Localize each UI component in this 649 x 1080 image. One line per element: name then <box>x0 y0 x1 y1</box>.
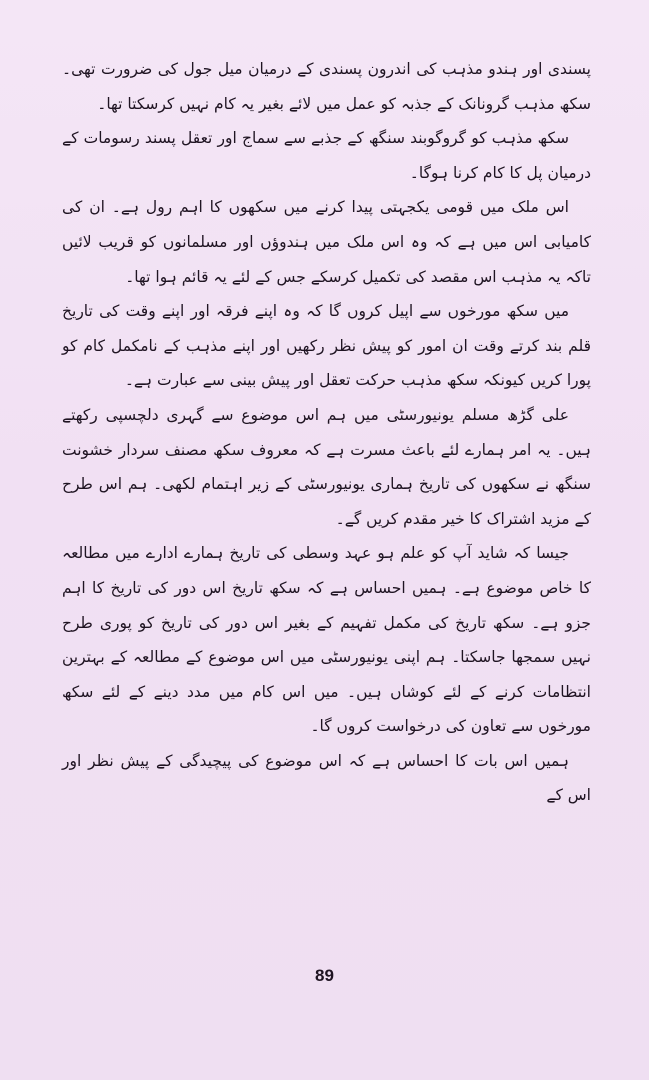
page-number: 89 <box>315 966 334 985</box>
paragraph: اس ملک میں قومی یکجہتی پیدا کرنے میں سکھوں کا اہم رول ہے۔ ان کی کامیابی اس میں ہے کہ وہ اس ملک میں ہندوؤں اور مسلمانوں کو قریب لائیں تاکہ یہ مذہب اس مقصد کی تکمیل کرسکے جس کے لئے یہ قائم ہوا تھا۔ <box>62 198 591 286</box>
paragraph: ہمیں اس بات کا احساس ہے کہ اس موضوع کی پیچیدگی کے پیش نظر اور اس کے <box>62 751 591 805</box>
paragraph: سکھ مذہب کو گروگوبند سنگھ کے جذبے سے سماج اور تعقل پسند رسومات کے درمیان پل کا کام کرنا ہوگا۔ <box>62 129 591 182</box>
paragraph: پسندی اور ہندو مذہب کی اندرون پسندی کے درمیان میل جول کی ضرورت تھی۔ سکھ مذہب گرونانک کے جذبہ کو عمل میں لائے بغیر یہ کام نہیں کرسکتا تھا۔ <box>62 60 591 113</box>
body-text <box>62 52 591 813</box>
paragraph: میں سکھ مورخوں سے اپیل کروں گا کہ وہ اپنے فرقہ اور اپنے وقت کی تاریخ قلم بند کرتے وقت ان امور کو پیش نظر رکھیں اور اپنے مذہب کے نامکمل کام کو پورا کریں کیونکہ سکھ مذہب حرکت تعقل اور پیش بینی سے عبارت ہے۔ <box>62 302 591 390</box>
paragraph: علی گڑھ مسلم یونیورسٹی میں ہم اس موضوع سے گہری دلچسپی رکھتے ہیں۔ یہ امر ہمارے لئے باعث مسرت ہے کہ معروف سکھ مصنف سردار خشونت سنگھ نے سکھوں کی تاریخ ہماری یونیورسٹی کے زیر اہتمام لکھی۔ ہم اس طرح کے مزید اشتراک کا خیر مقدم کریں گے۔ <box>62 405 591 528</box>
paragraph: جیسا کہ شاید آپ کو علم ہو عہد وسطی کی تاریخ ہمارے ادارے میں مطالعہ کا خاص موضوع ہے۔ ہمیں احساس ہے کہ سکھ تاریخ اس دور کی تاریخ کا اہم جزو ہے۔ سکھ تاریخ کی مکمل تفہیم کے بغیر اس دور کی تاریخ کو پوری طرح نہیں سمجھا جاسکتا۔ ہم اپنی یونیورسٹی میں اس موضوع کے مطالعہ کے بہترین انتظامات کرنے کے لئے کوشاں ہیں۔ میں اس کام میں مدد دینے کے لئے سکھ مورخوں سے تعاون کی درخواست کروں گا۔ <box>62 544 591 736</box>
